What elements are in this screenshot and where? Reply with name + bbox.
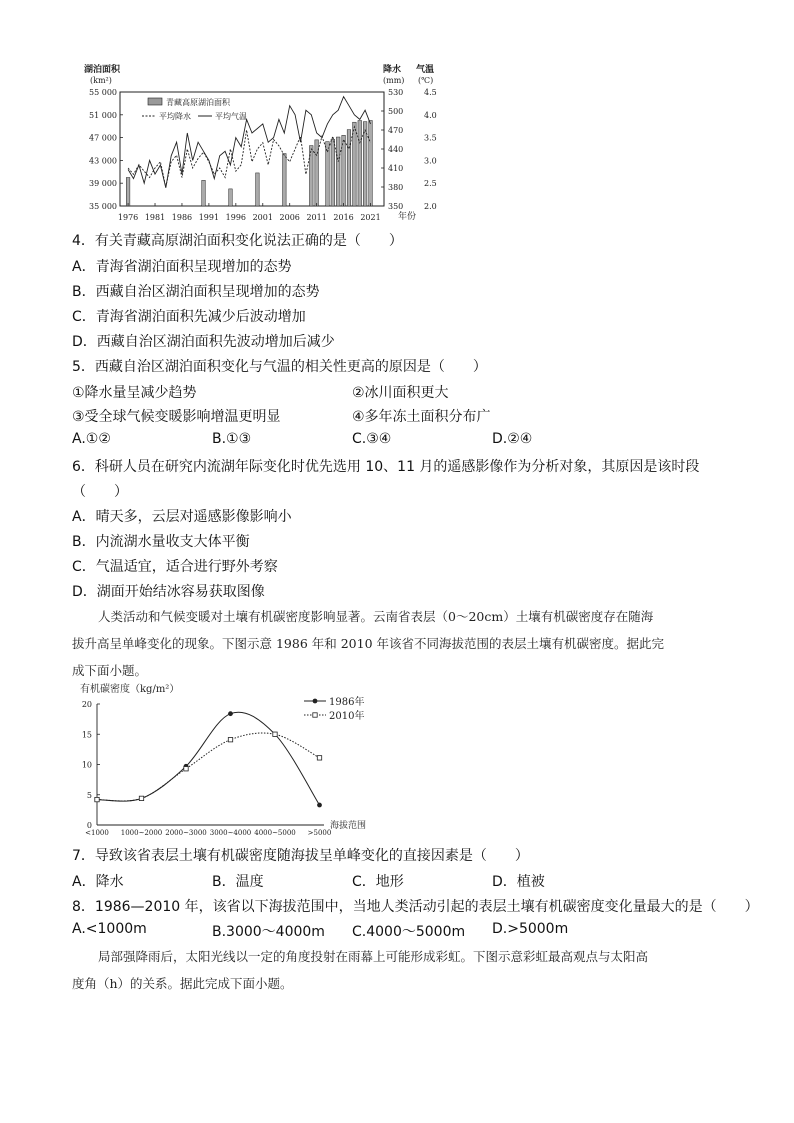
passage-line-1: 人类活动和气候变暖对土壤有机碳密度影响显著。云南省表层（0～20cm）土壤有机碳密度存在随海 (98, 609, 654, 624)
lake-area-bar (353, 122, 357, 206)
left-tick-label: 43 000 (89, 156, 117, 166)
q5-option-a[interactable]: A.①② (72, 431, 111, 447)
q4-option-a[interactable]: A．青海省湖泊面积呈现增加的态势 (72, 259, 292, 275)
left-tick-label: 47 000 (89, 133, 117, 143)
q8-option-c[interactable]: C.4000～5000m (352, 924, 466, 940)
q4-option-c[interactable]: C．青海省湖泊面积先减少后波动增加 (72, 309, 306, 325)
x-tick-label: 2000~3000 (165, 829, 207, 837)
q7-stem: 7．导致该省表层土壤有机碳密度随海拔呈单峰变化的直接因素是（ ） (72, 848, 529, 864)
x-tick-label: 2016 (333, 213, 354, 222)
y-tick-label: 0 (86, 821, 92, 830)
lake-area-bar (336, 137, 340, 206)
x-tick-label: 1000~2000 (120, 829, 163, 837)
lake-area-bar (363, 122, 367, 206)
precip-tick-label: 410 (388, 164, 404, 173)
left-tick-labels (89, 88, 123, 211)
precip-tick-label: 380 (388, 183, 404, 192)
q7-option-b[interactable]: B．温度 (212, 874, 264, 890)
q5-stem: 5．西藏自治区湖泊面积变化与气温的相关性更高的原因是（ ） (72, 359, 487, 375)
q5-option-d[interactable]: D.②④ (492, 431, 533, 447)
legend-1986-marker (313, 699, 318, 704)
lake-area-bar (229, 189, 233, 206)
lake-area-bar (342, 135, 346, 206)
lake-area-bar (358, 121, 362, 207)
q4-stem: 4．有关青藏高原湖泊面积变化说法正确的是（ ） (72, 233, 403, 249)
right-axis1-title-line2: (mm) (383, 76, 405, 85)
lake-area-chart (70, 60, 450, 228)
q7-option-c[interactable]: C．地形 (352, 874, 404, 890)
series-1986-point (228, 711, 233, 716)
lake-area-bar (331, 139, 335, 206)
q8-stem: 8．1986—2010 年，该省以下海拔范围中，当地人类活动引起的表层土壤有机碳密度变化量最大的是（ ） (72, 899, 759, 915)
temp-tick-label: 2.5 (424, 179, 437, 189)
y-axis-title: 有机碳密度（kg/m²） (80, 684, 180, 695)
lake-area-bar (347, 130, 351, 206)
q6-option-b[interactable]: B．内流湖水量收支大体平衡 (72, 534, 250, 550)
x-tick-label: >5000 (307, 829, 332, 837)
passage-line-1: 局部强降雨后，太阳光线以一定的角度投射在雨幕上可能形成彩虹。下图示意彩虹最高观点与太阳高 (98, 949, 649, 964)
left-tick-label: 35 000 (89, 202, 117, 211)
series-2010-point (273, 732, 277, 736)
precip-tick-label: 470 (388, 126, 404, 135)
legend-temp-label: 平均气温 (215, 112, 247, 121)
y-tick-label: 10 (81, 760, 92, 770)
series-2010-point (228, 737, 232, 741)
q5-item-4: ④多年冻土面积分布广 (352, 409, 491, 425)
right-axis1-title-line1: 降水 (383, 65, 402, 75)
x-tick-label: 1976 (117, 213, 139, 222)
series-2010-point (317, 756, 321, 760)
lake-area-bar (369, 121, 373, 207)
left-axis-title-line2: (km²) (90, 76, 112, 85)
temp-tick-labels (424, 88, 437, 211)
x-tick-labels (85, 829, 331, 837)
q4-option-b[interactable]: B．西藏自治区湖泊面积呈现增加的态势 (72, 284, 320, 300)
x-tick-label: 1986 (171, 213, 193, 222)
q8-option-d[interactable]: D.>5000m (492, 921, 569, 937)
q6-option-d[interactable]: D．湖面开始结冰容易获取图像 (72, 584, 265, 600)
temp-tick-label: 3.0 (424, 156, 437, 166)
x-tick-label: 1996 (225, 213, 247, 222)
temp-tick-label: 2.0 (424, 202, 437, 211)
legend-bar-label: 青藏高原湖泊面积 (166, 98, 230, 107)
temp-tick-label: 4.0 (424, 110, 437, 120)
x-axis-unit: 年份 (398, 212, 417, 222)
passage-soil-carbon (72, 603, 722, 684)
passage-line-2: 度角（h）的关系。据此完成下面小题。 (72, 976, 293, 991)
x-tick-label: 4000~5000 (254, 829, 296, 837)
left-tick-label: 51 000 (89, 110, 117, 120)
precip-tick-label: 500 (388, 107, 404, 116)
q6-option-a[interactable]: A．晴天多，云层对遥感影像影响小 (72, 509, 292, 525)
q7-option-d[interactable]: D．植被 (492, 874, 545, 890)
lake-area-bars (126, 121, 372, 207)
lake-area-bar (283, 154, 287, 206)
series-2010-point (184, 767, 188, 771)
x-axis-title: 海拔范围 (330, 821, 367, 831)
q6-option-c[interactable]: C．气温适宜，适合进行野外考察 (72, 559, 278, 575)
precip-tick-label: 530 (388, 88, 404, 97)
q5-option-c[interactable]: C.③④ (352, 431, 392, 447)
q7-option-a[interactable]: A．降水 (72, 874, 124, 890)
legend-precip-label: 平均降水 (159, 112, 191, 121)
q4-option-d[interactable]: D．西藏自治区湖泊面积先波动增加后减少 (72, 334, 335, 350)
x-tick-label: 2021 (360, 213, 381, 222)
left-tick-label: 39 000 (89, 179, 117, 189)
series-1986-line (97, 712, 320, 805)
q8-option-b[interactable]: B.3000～4000m (212, 924, 325, 940)
passage-line-2: 拔升高呈单峰变化的现象。下图示意 1986 年和 2010 年该省不同海拔范围的表层土壤有机碳密度。据此完 (72, 636, 665, 651)
temp-tick-label: 3.5 (424, 133, 437, 143)
x-tick-label: 1991 (198, 213, 220, 222)
x-tick-label: 3000~4000 (209, 829, 252, 837)
series-markers (95, 711, 322, 807)
right-axis2-title-line1: 气温 (416, 65, 435, 75)
q8-option-a[interactable]: A.<1000m (72, 921, 147, 937)
series-1986-point (317, 803, 322, 808)
legend-2010-label: 2010年 (329, 711, 365, 722)
q6-stem-continued: （ ） (72, 484, 128, 500)
x-tick-label: 1981 (144, 213, 166, 222)
q5-item-3: ③受全球气候变暖影响增温更明显 (72, 409, 281, 425)
q5-item-1: ①降水量呈减少趋势 (72, 385, 197, 401)
x-tick-label: 2001 (252, 213, 273, 222)
passage-line-3: 成下面小题。 (72, 663, 148, 678)
precip-tick-label: 440 (388, 145, 404, 154)
q6-stem: 6．科研人员在研究内流湖年际变化时优先选用 10、11 月的遥感影像作为分析对象，其原因是该时段 (72, 459, 700, 475)
right-axis2-title-line2: (℃) (418, 76, 434, 85)
legend-2010-marker (313, 713, 317, 717)
q5-item-2: ②冰川面积更大 (352, 385, 449, 401)
temp-tick-label: 4.5 (424, 88, 437, 97)
y-tick-label: 5 (86, 790, 92, 800)
precip-tick-label: 350 (388, 202, 404, 211)
lake-area-bar (202, 180, 206, 206)
lake-area-bar (126, 178, 130, 207)
left-axis-title-line1: 湖泊面积 (84, 65, 121, 75)
x-tick-label: 2006 (279, 213, 300, 222)
legend-1986-label: 1986年 (329, 697, 365, 708)
series-2010-point (95, 797, 99, 801)
y-tick-label: 20 (81, 700, 92, 709)
left-tick-label: 55 000 (89, 88, 117, 97)
x-tick-label: <1000 (85, 829, 109, 837)
series-2010-line (97, 733, 320, 801)
lake-area-bar (256, 173, 260, 206)
passage-rainbow (72, 943, 722, 997)
legend-bar-swatch (148, 98, 162, 105)
series-2010-point (139, 796, 143, 800)
y-tick-label: 15 (81, 730, 92, 740)
x-tick-label: 2011 (306, 213, 327, 222)
soil-carbon-chart (72, 680, 392, 838)
q5-option-b[interactable]: B.①③ (212, 431, 252, 447)
